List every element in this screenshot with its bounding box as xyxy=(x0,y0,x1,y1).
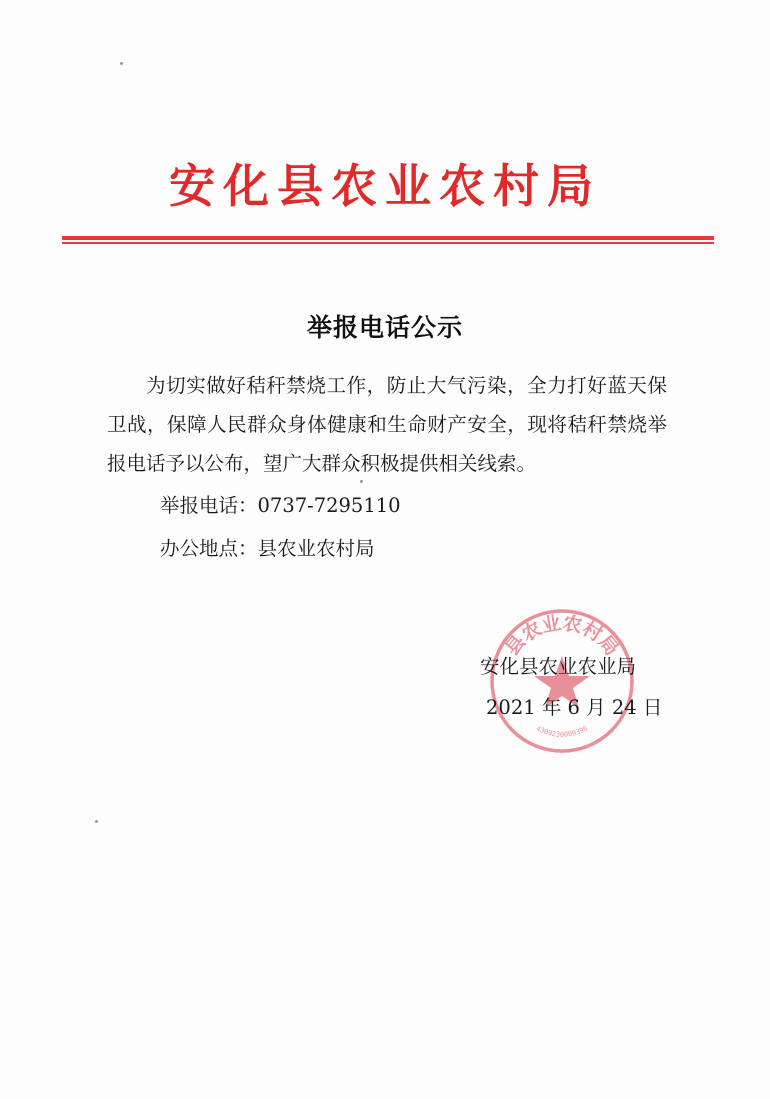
scan-speck xyxy=(95,820,98,823)
signature-org: 安化县农业农业局 xyxy=(480,655,637,678)
seal-text: 县农业农村局 xyxy=(501,612,623,660)
document-title: 举报电话公示 xyxy=(306,313,463,342)
seal-serial: 4309230009396 xyxy=(534,724,590,739)
scan-speck xyxy=(120,62,123,65)
svg-text:4309230009396 xyxy=(535,724,589,738)
official-seal-stamp xyxy=(487,606,637,756)
report-phone-line: 举报电话：0737-7295110 xyxy=(160,494,401,517)
office-location-line: 办公地点：县农业农村局 xyxy=(160,537,375,560)
body-paragraph: 为切实做好秸秆禁烧工作，防止大气污染，全力打好蓝天保卫战，保障人民群众身体健康和生命财产安全，现将秸秆禁烧举报电话予以公布，望广大群众积极提供相关线索。 xyxy=(107,374,667,475)
header-rule-thick xyxy=(62,236,714,240)
header-rule-thin xyxy=(62,242,714,244)
signature-date: 2021 年 6 月 24 日 xyxy=(486,696,663,719)
scan-speck xyxy=(360,480,363,483)
header-org-name: 安化县农业农村局 xyxy=(169,159,601,213)
